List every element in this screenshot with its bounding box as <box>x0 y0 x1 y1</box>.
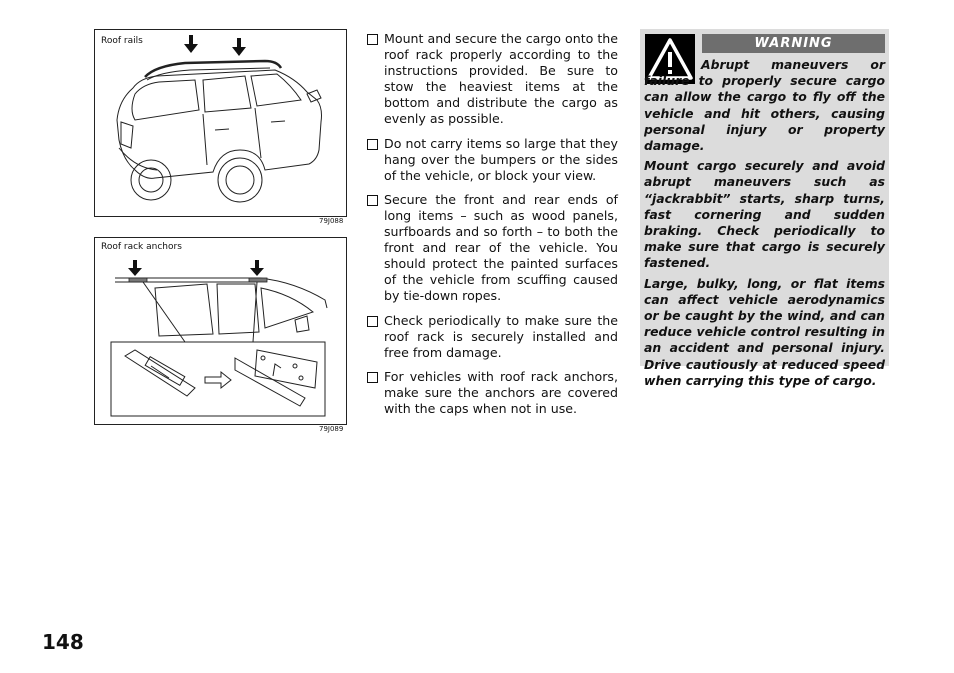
warning-paragraph: Large, bulky, long, or flat items can affect vehicle aerodynamics or be caught by the wind, and can reduce vehicle control resulting in an accident and personal injury. Drive cautiously at reduced speed when carrying this type of cargo. <box>644 275 885 388</box>
figure-code: 79J088 <box>319 217 344 225</box>
warning-box <box>640 29 889 388</box>
figure-roof-rails <box>94 29 347 225</box>
down-arrow-icon <box>184 35 198 53</box>
square-bullet-icon <box>367 316 378 327</box>
list-item: Check periodically to make sure the roof rack is securely installed and free from damage. <box>366 313 618 361</box>
down-arrow-icon <box>128 260 142 276</box>
roof-rack-anchors-illustration <box>95 238 346 424</box>
figure-label: Roof rails <box>101 36 143 46</box>
figure-code: 79J089 <box>319 425 344 433</box>
page-number: 148 <box>42 630 84 654</box>
warning-paragraph: Abrupt maneuvers or failure to properly secure cargo can allow the cargo to fly off the vehicle and hit others, causing personal injury or property damage. <box>644 57 885 154</box>
list-item: Secure the front and rear ends of long items – such as wood panels, surfboards and so forth – to both the front and rear of the vehicle. You should protect the painted surfaces of the vehicle from scuffing caused by tie-down ropes. <box>366 192 618 305</box>
list-item: Do not carry items so large that they hang over the bumpers or the sides of the vehicle, or block your view. <box>366 136 618 184</box>
square-bullet-icon <box>367 372 378 383</box>
list-item: For vehicles with roof rack anchors, make sure the anchors are covered with the caps when not in use. <box>366 369 618 417</box>
square-bullet-icon <box>367 139 378 150</box>
warning-heading: WARNING <box>702 34 885 53</box>
down-arrow-icon <box>232 38 246 56</box>
down-arrow-icon <box>250 260 264 276</box>
square-bullet-icon <box>367 195 378 206</box>
square-bullet-icon <box>367 34 378 45</box>
figure-roof-rack-anchors <box>94 237 347 433</box>
roof-rails-illustration <box>95 30 346 216</box>
figure-label: Roof rack anchors <box>101 242 182 252</box>
warning-text <box>644 57 885 393</box>
warning-paragraph: Mount cargo securely and avoid abrupt maneuvers such as “jackrabbit” starts, sharp turns, fast cornering and sudden braking. Check periodically to make sure that cargo is securely fastened. <box>644 158 885 271</box>
list-item: Mount and secure the cargo onto the roof rack properly according to the instructions provided. Be sure to stow the heaviest items at the bottom and distribute the cargo as evenly as possible. <box>366 31 618 128</box>
instruction-list <box>366 31 618 425</box>
